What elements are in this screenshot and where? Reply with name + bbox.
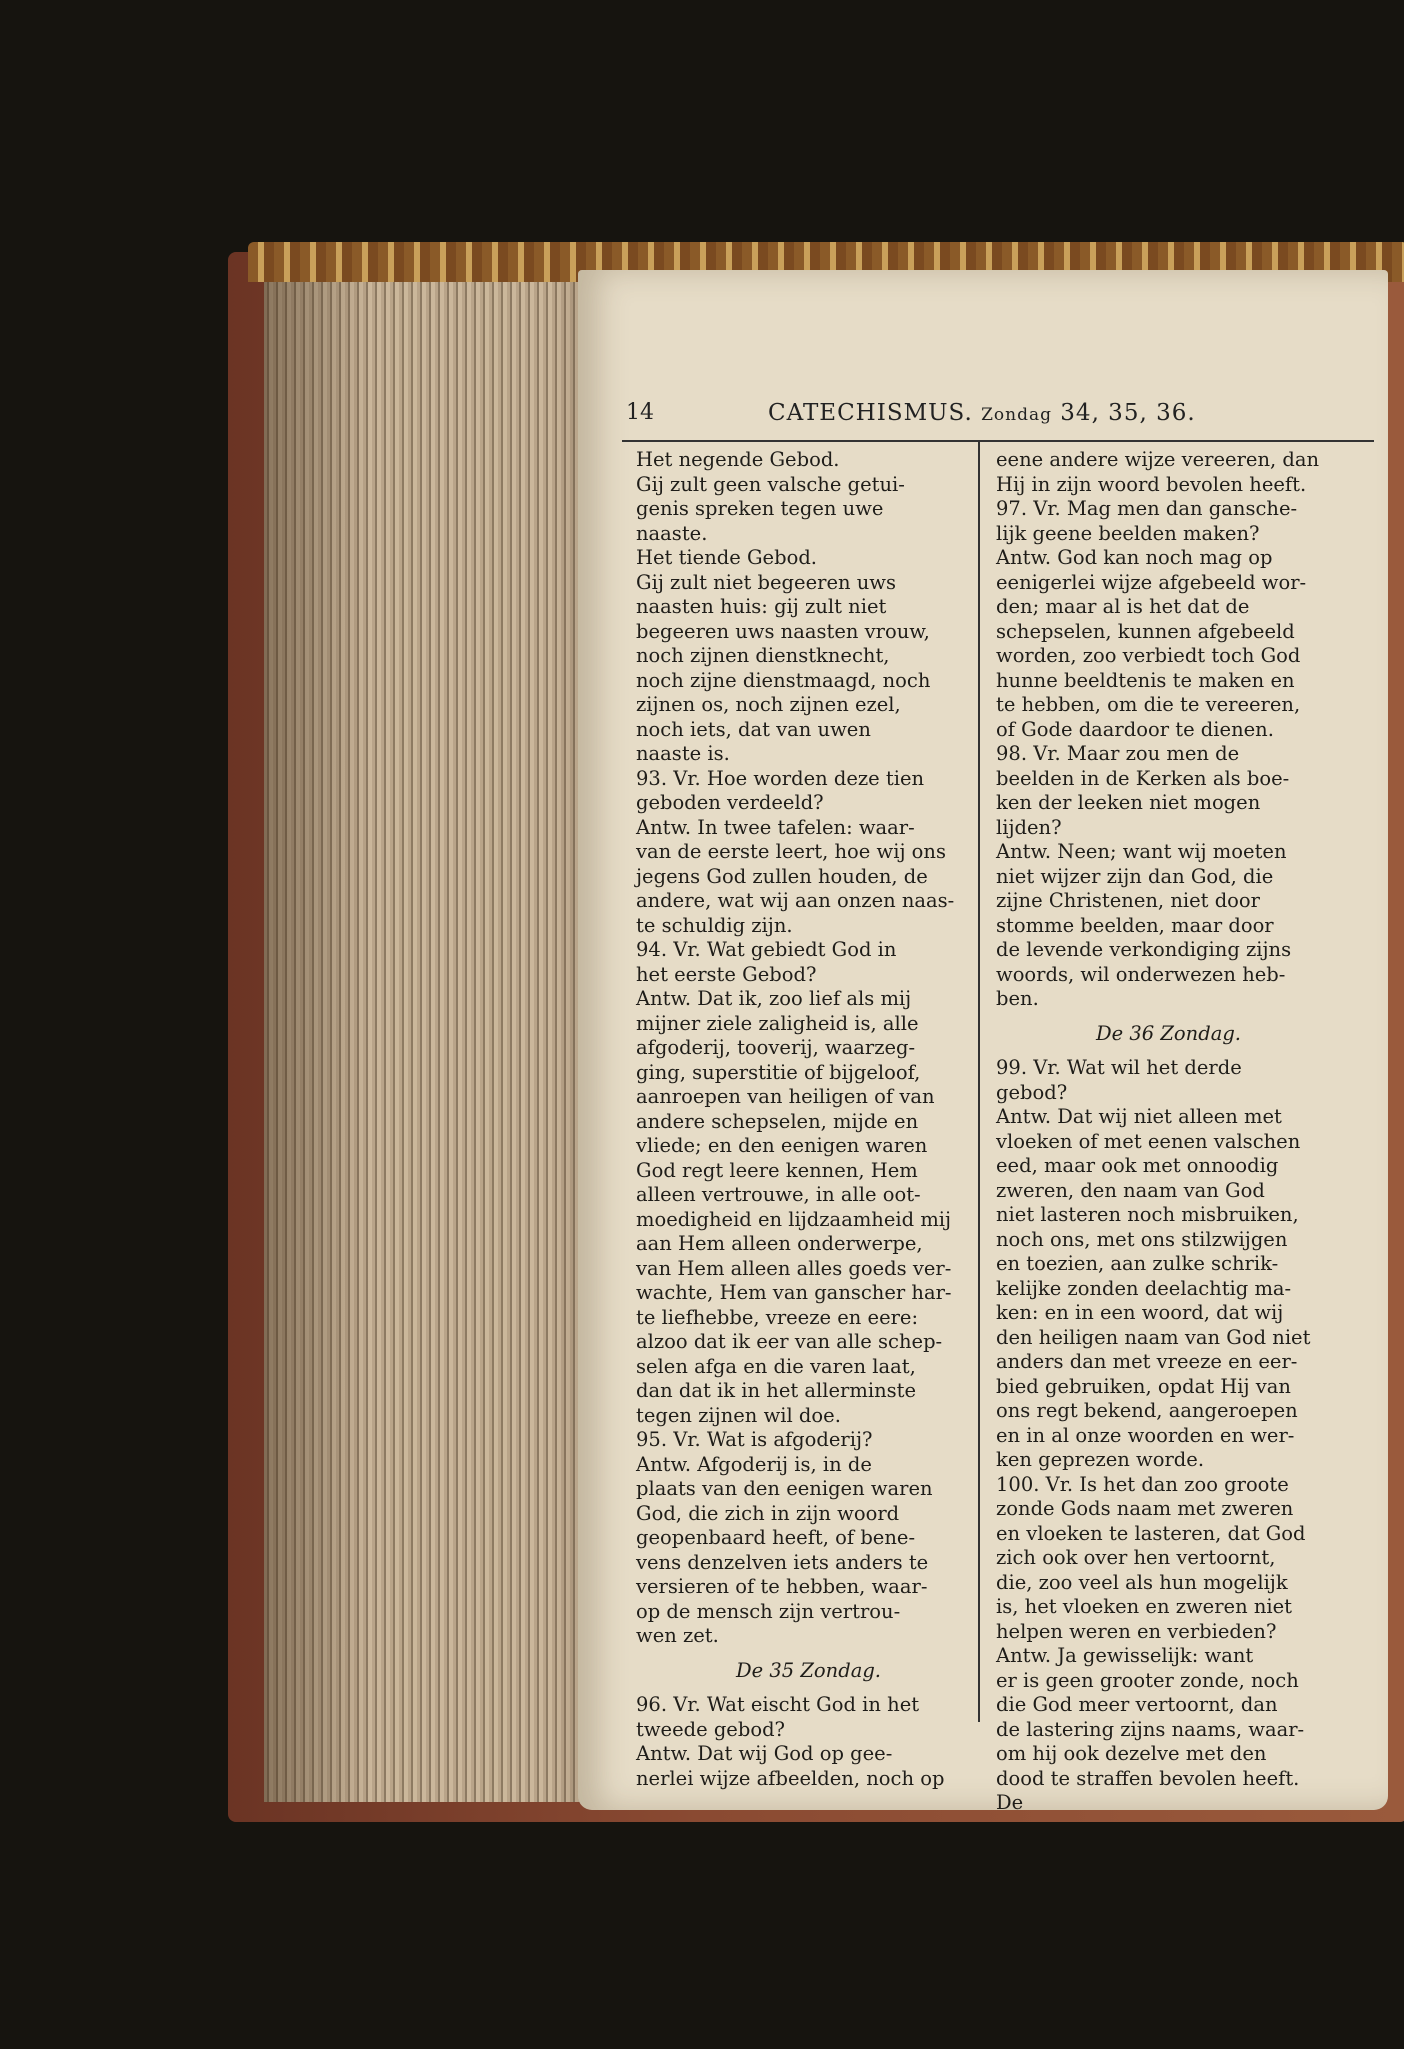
text-line: stomme beelden, maar door	[996, 913, 1274, 937]
book-page	[578, 270, 1388, 1814]
text-line: Het negende Gebod.	[636, 448, 840, 471]
section-heading: De 35 Zondag.	[735, 1658, 882, 1682]
text-line: zijnen os, noch zijnen ezel,	[636, 693, 901, 716]
text-line: eenigerlei wijze afgebeeld wor-	[996, 570, 1307, 594]
text-line: schepselen, kunnen afgebeeld	[996, 619, 1295, 643]
header-rule	[622, 440, 1374, 442]
text-line: 97. Vr. Mag men dan gansche-	[996, 497, 1298, 520]
text-line: eene andere wijze vereeren, dan	[996, 448, 1320, 471]
text-line: of Gode daardoor te dienen.	[996, 717, 1274, 741]
text-line: er is geen grooter zonde, noch	[996, 1668, 1299, 1692]
text-line: te liefhebbe, vreeze en eere:	[636, 1305, 919, 1329]
text-line: 95. Vr. Wat is afgoderij?	[636, 1428, 873, 1451]
text-line: Antw. Ja gewisselijk: want	[996, 1644, 1254, 1667]
text-line: God regt leere kennen, Hem	[636, 1158, 918, 1182]
text-line: naaste.	[636, 521, 708, 545]
text-line: den heiligen naam van God niet	[996, 1325, 1311, 1349]
text-line: naasten huis: gij zult niet	[636, 595, 887, 618]
text-line: plaats van den eenigen waren	[636, 1477, 933, 1500]
text-line: gebod?	[996, 1080, 1068, 1104]
text-line: versieren of te hebben, waar-	[636, 1575, 928, 1598]
text-line: 93. Vr. Hoe worden deze tien	[636, 766, 925, 790]
text-line: noch ons, met ons stilzwijgen	[996, 1227, 1288, 1251]
text-line: 94. Vr. Wat gebiedt God in	[636, 938, 897, 961]
text-line: noch zijne dienstmaagd, noch	[636, 668, 931, 692]
text-line: Antw. Neen; want wij moeten	[996, 840, 1287, 863]
text-line: begeeren uws naasten vrouw,	[636, 619, 930, 643]
running-numbers: 34, 35, 36.	[1060, 400, 1196, 426]
text-line: vloeken of met eenen valschen	[996, 1129, 1301, 1153]
book	[228, 242, 1404, 1822]
text-line: Antw. Dat wij God op gee-	[636, 1742, 893, 1765]
text-line: Hij in zijn woord bevolen heeft.	[996, 472, 1307, 496]
text-line: anders dan met vreeze en eer-	[996, 1350, 1298, 1373]
page-header	[578, 400, 1388, 440]
text-line: zijne Christenen, niet door	[996, 889, 1260, 912]
text-line: te schuldig zijn.	[636, 913, 793, 937]
text-line: tegen zijnen wil doe.	[636, 1403, 841, 1427]
text-line: ken geprezen worde.	[996, 1448, 1205, 1471]
text-line: beelden in de Kerken als boe-	[996, 766, 1290, 790]
text-line: bied gebruiken, opdat Hij van	[996, 1374, 1291, 1398]
text-line: wen zet.	[636, 1624, 719, 1647]
text-line: Antw. Dat wij niet alleen met	[996, 1105, 1282, 1128]
text-line: te hebben, om die te vereeren,	[996, 693, 1301, 716]
left-column	[636, 448, 981, 1791]
text-line: 96. Vr. Wat eischt God in het	[636, 1693, 920, 1716]
text-line: niet lasteren noch misbruiken,	[996, 1203, 1299, 1226]
text-line: Antw. In twee tafelen: waar-	[636, 815, 915, 839]
text-line: hunne beeldtenis te maken en	[996, 668, 1295, 692]
text-line: den; maar al is het dat de	[996, 595, 1250, 618]
text-line: noch iets, dat van uwen	[636, 717, 871, 741]
text-line: zonde Gods naam met zweren	[996, 1497, 1294, 1520]
text-line: ons regt bekend, aangeroepen	[996, 1399, 1298, 1422]
text-line: naaste is.	[636, 742, 730, 765]
page-edges-shade	[264, 282, 624, 1802]
text-line: dood te straffen bevolen heeft.	[996, 1766, 1300, 1790]
text-line: selen afga en die varen laat,	[636, 1354, 916, 1378]
text-line: ben.	[996, 987, 1039, 1010]
text-line: van Hem alleen alles goeds ver-	[636, 1256, 952, 1280]
text-line: jegens God zullen houden, de	[636, 864, 928, 888]
text-line: moedigheid en lijdzaamheid mij	[636, 1207, 952, 1231]
text-line: van de eerste leert, hoe wij ons	[636, 840, 946, 863]
running-head	[768, 400, 1196, 426]
text-line: Gij zult niet begeeren uws	[636, 570, 896, 594]
text-line: God, die zich in zijn woord	[636, 1501, 900, 1525]
text-line: Het tiende Gebod.	[636, 546, 817, 569]
text-line: Gij zult geen valsche getui-	[636, 472, 905, 496]
text-line: ken: en in een woord, dat wij	[996, 1301, 1284, 1324]
text-line: 100. Vr. Is het dan zoo groote	[996, 1472, 1289, 1496]
text-line: Antw. Dat ik, zoo lief als mij	[636, 987, 912, 1010]
text-line: 99. Vr. Wat wil het derde	[996, 1056, 1242, 1079]
text-line: wachte, Hem van ganscher har-	[636, 1281, 952, 1304]
text-line: nerlei wijze afbeelden, noch op	[636, 1766, 945, 1790]
text-line: lijden?	[996, 815, 1062, 839]
running-section: Zondag	[981, 405, 1052, 425]
text-line: die, zoo veel als hun mogelijk	[996, 1570, 1288, 1594]
text-line: Antw. Afgoderij is, in de	[636, 1452, 872, 1476]
text-line: zich ook over hen vertoornt,	[996, 1546, 1276, 1569]
text-line: worden, zoo verbiedt toch God	[996, 644, 1301, 667]
text-line: geopenbaard heeft, of bene-	[636, 1526, 916, 1549]
text-line: om hij ook dezelve met den	[996, 1742, 1267, 1765]
text-line: noch zijnen dienstknecht,	[636, 644, 890, 667]
text-line: het eerste Gebod?	[636, 962, 817, 986]
right-column	[996, 448, 1341, 1816]
text-line: woords, wil onderwezen heb-	[996, 962, 1286, 986]
text-line: lijk geene beelden maken?	[996, 521, 1260, 545]
text-line: ken der leeken niet mogen	[996, 791, 1261, 814]
text-line: aanroepen van heiligen of van	[636, 1085, 935, 1108]
text-line: op de mensch zijn vertrou-	[636, 1599, 901, 1623]
text-line: andere, wat wij aan onzen naas-	[636, 889, 955, 912]
text-line: kelijke zonden deelachtig ma-	[996, 1276, 1292, 1300]
text-line: alzoo dat ik eer van alle schep-	[636, 1330, 943, 1353]
text-line: eed, maar ook met onnoodig	[996, 1154, 1279, 1177]
text-line: zweren, den naam van God	[996, 1178, 1265, 1202]
running-title: CATECHISMUS.	[768, 400, 973, 426]
text-line: is, het vloeken en zweren niet	[996, 1595, 1293, 1618]
text-line: Antw. God kan noch mag op	[996, 546, 1273, 569]
text-line: De	[996, 1791, 1024, 1814]
text-line: genis spreken tegen uwe	[636, 497, 884, 520]
text-line: niet wijzer zijn dan God, die	[996, 864, 1274, 888]
page-number: 14	[626, 400, 654, 425]
text-line: afgoderij, tooverij, waarzeg-	[636, 1036, 916, 1059]
text-line: vliede; en den eenigen waren	[636, 1134, 928, 1157]
text-line: aan Hem alleen onderwerpe,	[636, 1232, 923, 1255]
text-line: de levende verkondiging zijns	[996, 938, 1292, 961]
text-line: helpen weren en verbieden?	[996, 1619, 1277, 1643]
text-line: vens denzelven iets anders te	[636, 1550, 929, 1574]
text-line: andere schepselen, mijde en	[636, 1109, 919, 1133]
text-line: tweede gebod?	[636, 1717, 786, 1741]
text-line: alleen vertrouwe, in alle oot-	[636, 1183, 921, 1206]
text-line: dan dat ik in het allerminste	[636, 1379, 917, 1402]
text-line: en vloeken te lasteren, dat God	[996, 1521, 1306, 1545]
text-line: die God meer vertoornt, dan	[996, 1693, 1278, 1716]
text-line: en toezien, aan zulke schrik-	[996, 1252, 1279, 1275]
text-line: 98. Vr. Maar zou men de	[996, 742, 1240, 765]
text-line: ging, superstitie of bijgeloof,	[636, 1060, 921, 1084]
text-line: de lastering zijns naams, waar-	[996, 1717, 1305, 1741]
text-line: geboden verdeeld?	[636, 791, 824, 814]
section-heading: De 36 Zondag.	[1095, 1021, 1242, 1045]
text-line: mijner ziele zaligheid is, alle	[636, 1011, 919, 1035]
text-line: en in al onze woorden en wer-	[996, 1423, 1295, 1447]
